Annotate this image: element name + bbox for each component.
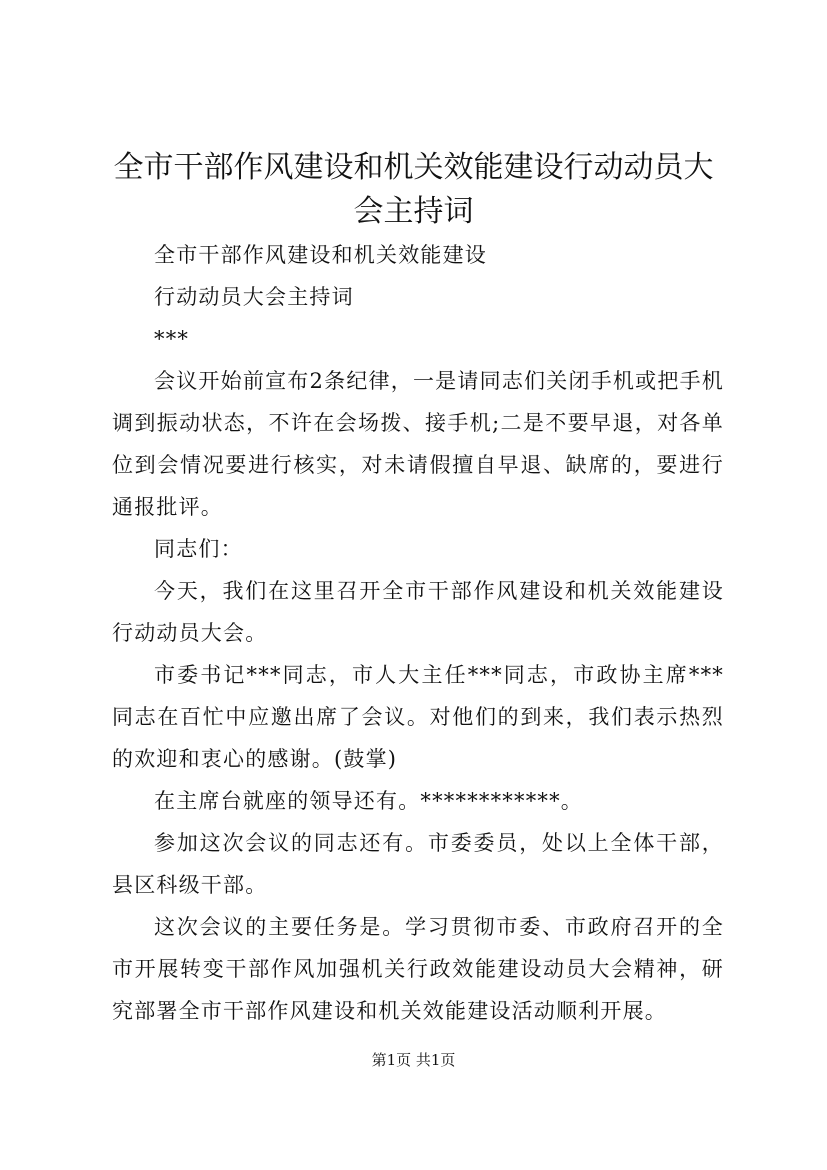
paragraph: 市委书记***同志，市人大主任***同志，市政协主席***同志在百忙中应邀出席了会议。对他们的到来，我们表示热烈的欢迎和衷心的感谢。(鼓掌): [112, 663, 724, 771]
document-title: 全市干部作风建设和机关效能建设行动动员大会主持词: [113, 150, 714, 229]
document-body: [112, 234, 724, 1032]
paragraph: 今天，我们在这里召开全市干部作风建设和机关效能建设行动动员大会。: [112, 579, 724, 645]
paragraph: 这次会议的主要任务是。学习贯彻市委、市政府召开的全市开展转变干部作风加强机关行政效能建设动员大会精神，研究部署全市干部作风建设和机关效能建设活动顺利开展。: [112, 915, 724, 1023]
paragraph: 同志们：: [154, 537, 243, 561]
paragraph: 全市干部作风建设和机关效能建设: [154, 243, 487, 267]
paragraph: ***: [154, 327, 190, 351]
paragraph: 会议开始前宣布2条纪律，一是请同志们关闭手机或把手机调到振动状态，不许在会场拨、接手机;二是不要早退，对各单位到会情况要进行核实，对未请假擅自早退、缺席的，要进行通报批评。: [112, 369, 724, 519]
paragraph: 在主席台就座的领导还有。************。: [154, 789, 583, 813]
paragraph: 行动动员大会主持词: [154, 285, 354, 309]
paragraph: 参加这次会议的同志还有。市委委员，处以上全体干部，县区科级干部。: [112, 831, 724, 897]
page-footer: 第1页 共1页: [371, 1051, 456, 1069]
